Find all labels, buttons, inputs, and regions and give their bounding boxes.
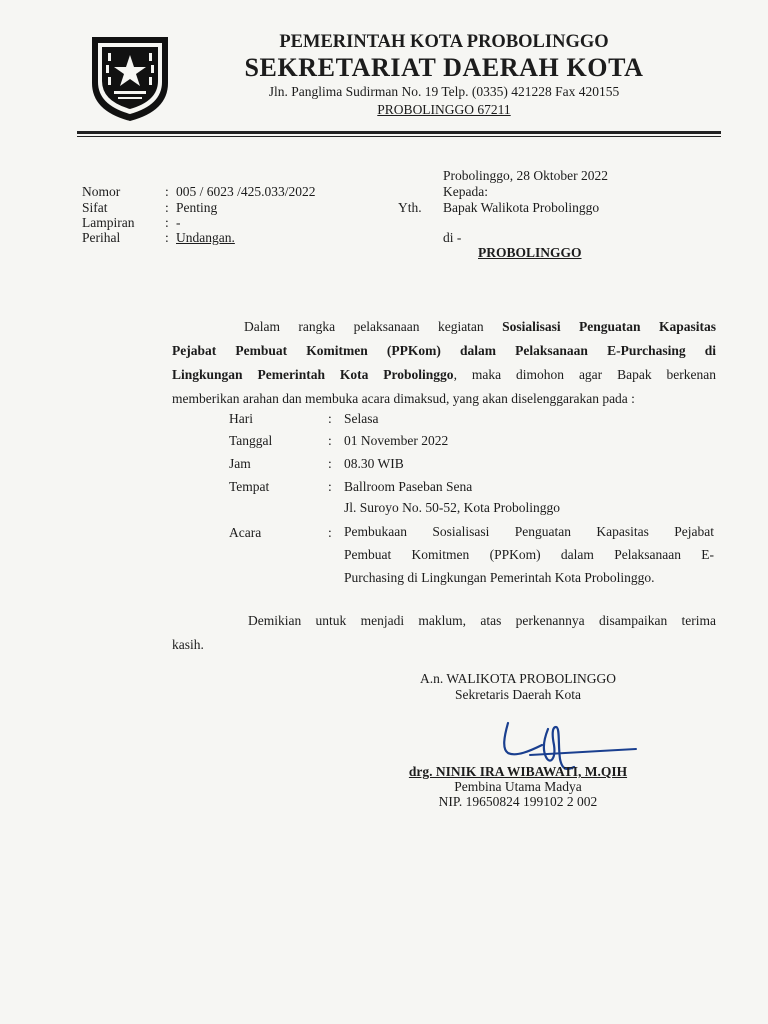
intro-text: , maka dimohon agar Bapak berkenan: [453, 367, 716, 382]
detail-colon: :: [328, 479, 332, 494]
detail-label-tanggal: Tanggal: [229, 433, 273, 448]
meta-label-sifat: Sifat: [82, 200, 108, 215]
recipient-city: PROBOLINGGO: [478, 245, 582, 260]
letterhead-office: SEKRETARIAT DAERAH KOTA: [244, 53, 644, 82]
letterhead-rule-thin: [77, 136, 721, 137]
sign-rank: Pembina Utama Madya: [454, 779, 582, 794]
meta-colon: :: [165, 230, 169, 245]
intro-paragraph: [172, 315, 716, 411]
detail-colon: :: [328, 456, 332, 471]
meta-label-nomor: Nomor: [82, 184, 121, 199]
meta-value-sifat: Penting: [176, 200, 218, 215]
closing-line: Demikian untuk menjadi maklum, atas perkenannya disampaikan terima: [248, 613, 716, 628]
letterhead-rule-thick: [77, 131, 721, 134]
letterhead-city-text: PROBOLINGGO 67211: [377, 102, 511, 117]
detail-value-tempat: Ballroom Paseban Sena: [344, 479, 473, 494]
letterhead-city: [180, 102, 708, 118]
detail-colon: :: [328, 433, 332, 448]
detail-label-acara: Acara: [229, 525, 262, 540]
place-date: Probolinggo, 28 Oktober 2022: [443, 168, 608, 183]
letterhead-address: Jln. Panglima Sudirman No. 19 Telp. (0335) 421228 Fax 420155: [268, 84, 620, 99]
acara-line: Pembuat Komitmen (PPKom) dalam Pelaksanaan E-: [344, 547, 714, 562]
intro-line: memberikan arahan dan membuka acara dimaksud, yang akan diselenggarakan pada :: [172, 391, 635, 406]
detail-value-tempat-address: Jl. Suroyo No. 50-52, Kota Probolinggo: [344, 500, 560, 515]
sign-nip: NIP. 19650824 199102 2 002: [438, 794, 598, 809]
detail-label-jam: Jam: [229, 456, 251, 471]
sign-title: Sekretaris Daerah Kota: [455, 687, 581, 702]
meta-value-perihal: Undangan.: [176, 230, 235, 245]
meta-label-perihal: Perihal: [82, 230, 121, 245]
detail-value-tanggal: 01 November 2022: [344, 433, 449, 448]
sign-name: drg. NINIK IRA WIBAWATI, M.QIH: [408, 764, 628, 779]
recipient-yth: Yth.: [398, 200, 422, 215]
detail-value-acara: [344, 520, 714, 589]
letterhead-government: PEMERINTAH KOTA PROBOLINGGO: [279, 32, 609, 52]
meta-value-lampiran: -: [176, 215, 181, 230]
city-emblem-icon: [88, 33, 172, 123]
intro-text-bold: Lingkungan Pemerintah Kota Probolinggo: [172, 367, 454, 382]
sign-on-behalf: A.n. WALIKOTA PROBOLINGGO: [420, 671, 616, 686]
closing-line: kasih.: [172, 637, 204, 652]
meta-value-nomor: 005 / 6023 /425.033/2022: [176, 184, 316, 199]
intro-text: Dalam rangka pelaksanaan kegiatan: [244, 319, 503, 334]
acara-line: Pembukaan Sosialisasi Penguatan Kapasitas Pejabat: [344, 524, 714, 539]
meta-colon: :: [165, 200, 169, 215]
detail-colon: :: [328, 525, 332, 540]
detail-colon: :: [328, 411, 332, 426]
closing-paragraph: [172, 609, 716, 657]
recipient-kepada: Kepada:: [443, 184, 488, 199]
intro-line: [172, 363, 716, 387]
intro-text-bold: Sosialisasi Penguatan Kapasitas: [502, 319, 717, 334]
recipient-name: Bapak Walikota Probolinggo: [443, 200, 600, 215]
meta-colon: :: [165, 215, 169, 230]
recipient-di: di -: [443, 230, 462, 245]
detail-value-jam: 08.30 WIB: [344, 456, 404, 471]
intro-line: Pejabat Pembuat Komitmen (PPKom) dalam Pelaksanaan E-Purchasing di: [172, 343, 716, 358]
detail-value-hari: Selasa: [344, 411, 379, 426]
meta-label-lampiran: Lampiran: [82, 215, 135, 230]
detail-label-tempat: Tempat: [229, 479, 270, 494]
intro-line: [172, 315, 716, 339]
detail-label-hari: Hari: [229, 411, 253, 426]
acara-line: Purchasing di Lingkungan Pemerintah Kota Probolinggo.: [344, 570, 655, 585]
meta-colon: :: [165, 184, 169, 199]
